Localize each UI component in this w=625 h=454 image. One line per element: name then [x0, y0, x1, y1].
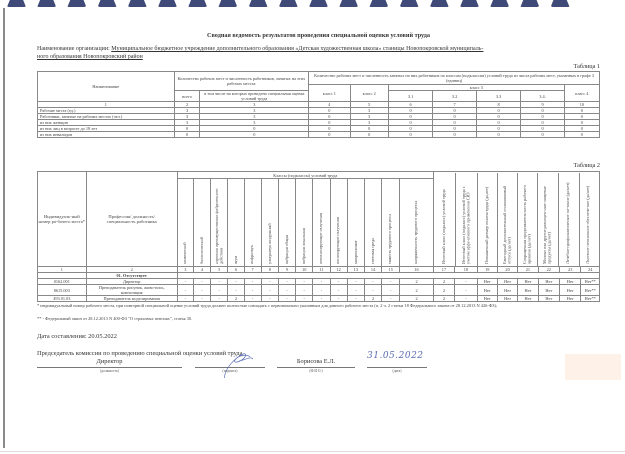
t2-cell: 2: [400, 296, 433, 302]
t2-col-number: 4: [193, 267, 210, 273]
t1-cell: 0: [388, 108, 433, 114]
binder-tab: [7, 0, 26, 7]
t2-cell: -: [382, 285, 400, 296]
t2-cell: -: [330, 285, 347, 296]
t2-benefit-header: [455, 173, 477, 266]
chair-label: Председатель комиссии по проведению специальной оценки условий труда: [37, 350, 243, 357]
t1-cell: 0: [174, 132, 200, 138]
t1-row-name: Рабочие места (ед.): [38, 108, 175, 114]
t2-benefit-label: Сокращенная продолжитель-ность рабочего времени (да/нет): [521, 184, 532, 264]
binder-tab: [158, 0, 177, 7]
t1-cell: 3: [350, 114, 388, 120]
t2-cell: -: [177, 279, 193, 285]
t1-cell: 0: [521, 114, 564, 120]
t2-factor-header: [382, 179, 400, 267]
t2-cell: -: [261, 285, 278, 296]
t1-cell: 0: [200, 132, 309, 138]
t2-cell: Нет: [518, 296, 538, 302]
t2-row-id: 0162.001: [38, 279, 87, 285]
t1-col-number: 5: [350, 102, 388, 108]
t1-header-count-group: Количество рабочих мест и численность работников, занятых на этих рабочих местах: [174, 72, 309, 91]
t2-cell: -: [244, 285, 261, 296]
binder-tab: [309, 0, 328, 7]
t1-cell: 0: [433, 132, 476, 138]
t1-col-number: 1: [38, 102, 175, 108]
t2-header-id: Индивидуаль-ный номер ра-бочего места*: [38, 172, 87, 267]
t2-col-number: 8: [261, 267, 278, 273]
table1-caption: Таблица 1: [573, 63, 600, 70]
t2-col-number: 9: [278, 267, 295, 273]
t2-cell: -: [244, 279, 261, 285]
t1-cell: 0: [476, 108, 521, 114]
t2-cell: Нет: [560, 285, 581, 296]
binder-tab: [98, 0, 117, 7]
t2-factor-label: вибрация локальная: [300, 228, 306, 264]
t1-cell: 0: [564, 126, 599, 132]
t1-cell: 0: [476, 126, 521, 132]
t2-col-number: 3: [177, 267, 193, 273]
page-bottom-edge: [0, 451, 625, 452]
t1-row-name: из них инвалидов: [38, 132, 175, 138]
binder-tab: [67, 0, 86, 7]
t2-cell: 2: [433, 285, 454, 296]
t1-cell: 3: [350, 108, 388, 114]
t1-header-assessed: в том числе на которых проведена специальная оценка условий труда: [200, 91, 309, 102]
t2-col-number: 21: [518, 267, 538, 273]
fio-field: Борисова Е.Л.: [277, 358, 355, 368]
t2-cell: Нет: [560, 279, 581, 285]
t2-factor-label: вибрация общая: [283, 235, 289, 264]
binder-tab: [490, 0, 509, 7]
t2-cell: -: [382, 279, 400, 285]
binder-tab: [249, 0, 268, 7]
t1-cell: 3: [200, 114, 309, 120]
signature-image: [195, 348, 265, 378]
t2-benefit-label: Итоговый класс (подкласс) условий труда с учетом эффе-ктивного применения СИЗ: [460, 185, 471, 264]
position-field: Директор: [37, 358, 182, 368]
binder-tab: [37, 0, 56, 7]
binder-tab: [551, 0, 570, 7]
t2-cell: Нет**: [581, 279, 600, 285]
t2-benefit-label: Итоговый класс (подкласс) условий труда: [440, 188, 446, 264]
binder-tab: [188, 0, 207, 7]
t2-cell: -: [382, 296, 400, 302]
t2-row-profession: Преподаватель моделирования: [86, 296, 177, 302]
t2-benefit-header: [497, 173, 517, 266]
t1-cell: 0: [564, 114, 599, 120]
t2-cell: -: [313, 296, 330, 302]
t2-cell: Нет: [538, 296, 559, 302]
binder-tab: [128, 0, 147, 7]
t2-factor-label: ультразвук воздушный: [266, 223, 272, 264]
t2-cell: -: [330, 296, 347, 302]
t2-factor-header: [347, 179, 364, 267]
t2-cell: -: [455, 285, 477, 296]
binder-tab: [430, 0, 449, 7]
t1-cell: 0: [476, 120, 521, 126]
binder-tab: [400, 0, 419, 7]
t2-factor-label: ионизирующие излучения: [335, 217, 341, 264]
signature-field: [195, 358, 265, 368]
t1-cell: 0: [521, 132, 564, 138]
t1-col-number: 4: [309, 102, 350, 108]
t1-cell: 3: [350, 120, 388, 126]
t2-factor-label: шум: [232, 256, 238, 264]
t2-cell: 2: [400, 285, 433, 296]
t1-cell: 0: [388, 132, 433, 138]
organization-name: [37, 45, 600, 61]
t2-cell: Нет: [477, 296, 497, 302]
t2-cell: 2: [400, 279, 433, 285]
t2-col-number: 2: [86, 267, 177, 273]
t2-cell: -: [347, 285, 364, 296]
t2-col-number: 18: [455, 267, 477, 273]
t1-cell: 0: [309, 108, 350, 114]
t1-cell: 0: [200, 126, 309, 132]
binder-tab: [339, 0, 358, 7]
t1-cell: 0: [564, 132, 599, 138]
t1-cell: 3: [174, 120, 200, 126]
t1-header-class3: класс 3: [388, 85, 564, 91]
t1-header-c34: 3.4.: [521, 91, 564, 102]
handwritten-date: 31.05.2022: [367, 351, 424, 361]
position-caption: (должность): [100, 369, 119, 373]
t2-cell: -: [211, 296, 228, 302]
t1-cell: 0: [433, 120, 476, 126]
t1-cell: 0: [309, 114, 350, 120]
t2-cell: Нет: [497, 296, 517, 302]
t2-cell: Нет: [560, 296, 581, 302]
t1-cell: 0: [476, 114, 521, 120]
t2-col-number: 16: [400, 267, 433, 273]
t2-benefit-header: [579, 173, 597, 266]
t2-cell: -: [177, 296, 193, 302]
t1-cell: 0: [350, 132, 388, 138]
table1: [37, 71, 600, 138]
t2-factor-label: тяжесть трудового процесса: [387, 213, 393, 264]
binder-tab: [279, 0, 298, 7]
binder-tab: [369, 0, 388, 7]
t2-factor-header: [400, 179, 433, 267]
t1-row-name: из них лиц в возрасте до 18 лет: [38, 126, 175, 132]
t2-col-number: 5: [211, 267, 228, 273]
t2-col-number: 11: [313, 267, 330, 273]
t2-col-number: 1: [38, 267, 87, 273]
t1-col-number: 9: [521, 102, 564, 108]
t1-header-class-group: Количество рабочих мест и численность занятых на них работников по классам (подклассам) условий труда из числа рабочих мест, указанных в графе 3 (единиц): [309, 72, 600, 85]
t2-col-number: 17: [433, 267, 454, 273]
t1-col-number: 10: [564, 102, 599, 108]
t1-cell: 0: [564, 108, 599, 114]
t1-header-c31: 3.1: [388, 91, 433, 102]
t2-col-number: 6: [228, 267, 244, 273]
binder-tab: [520, 0, 539, 7]
t1-cell: 0: [388, 120, 433, 126]
org-label: Наименование организации:: [37, 46, 112, 52]
t2-col-number: 14: [364, 267, 381, 273]
t1-row-name: из них женщин: [38, 120, 175, 126]
t2-col-number: 22: [538, 267, 559, 273]
t1-cell: 3: [174, 108, 200, 114]
t2-factor-label: напряженность трудового процесса: [413, 200, 419, 264]
t2-cell: -: [261, 296, 278, 302]
t1-header-total: всего: [174, 91, 200, 102]
t1-cell: 0: [309, 126, 350, 132]
t2-cell: -: [193, 285, 210, 296]
t1-cell: 0: [309, 120, 350, 126]
t1-cell: 0: [521, 108, 564, 114]
t2-col-number: 20: [497, 267, 517, 273]
t2-row-profession: Директор: [86, 279, 177, 285]
t2-factor-label: биологический: [198, 237, 204, 264]
t2-factor-header: [296, 179, 313, 267]
t2-cell: -: [296, 296, 313, 302]
t2-col-number: 13: [347, 267, 364, 273]
compilation-date: Дата составления: 20.05.2022: [37, 333, 117, 340]
t2-cell: Нет: [538, 285, 559, 296]
t2-cell: -: [261, 279, 278, 285]
t1-col-number: 2: [174, 102, 200, 108]
t2-factor-label: микроклимат: [352, 240, 358, 264]
footnote-1: * индивидуальный номер рабочего места, при повторной специальной оценке условий труда должен полностью совпадать с первоначально указанным для данного рабочего места (п. 2 ч. 2 статьи 18 Федерального закона от 28.12.2013 N 426-ФЗ);: [37, 303, 498, 308]
date-caption: (дата): [392, 369, 402, 373]
t2-cell: 2: [228, 296, 244, 302]
t2-benefit-label: Ежегодный дополнительный оплачиваемый отпуск (да/нет): [501, 185, 512, 264]
t2-benefit-label: Повышенный размер оплаты труда (да,нет): [483, 186, 489, 264]
t2-row-id: 493.01.03: [38, 296, 87, 302]
paper-stain: [565, 354, 621, 380]
t2-header-profession: Профессия/ должность/ специальность работника: [86, 172, 177, 267]
org-name-line1: Муниципальное бюджетное учреждение дополнительного образования «Детская художественная школа» станицы Новопокровской муниципаль-: [111, 46, 484, 52]
t1-header-class1: класс 1: [309, 85, 350, 102]
t2-benefit-header: [558, 173, 579, 266]
t2-col-number: 10: [296, 267, 313, 273]
t2-cell: 2: [364, 296, 381, 302]
t2-col-number: 12: [330, 267, 347, 273]
t1-cell: 0: [433, 108, 476, 114]
t2-factor-header: [228, 179, 244, 267]
t1-cell: 0: [388, 126, 433, 132]
t2-cell: -: [455, 296, 477, 302]
t2-col-number: 15: [382, 267, 400, 273]
t2-benefit-header: [517, 173, 537, 266]
t1-cell: 0: [350, 126, 388, 132]
t2-factor-header: [313, 179, 330, 267]
t1-cell: 0: [521, 126, 564, 132]
t2-factor-label: химический: [182, 242, 188, 264]
t2-header-benefits: [433, 172, 599, 267]
t1-row: [38, 132, 600, 138]
t2-cell: -: [211, 279, 228, 285]
t2-row-id: 8615.003: [38, 285, 87, 296]
t1-cell: 0: [476, 132, 521, 138]
t2-cell: Нет**: [581, 296, 600, 302]
t1-cell: 0: [174, 126, 200, 132]
t2-benefit-header: [434, 173, 455, 266]
t1-row-name: Работники, занятые на рабочих местах (чел.): [38, 114, 175, 120]
t2-factor-header: [193, 179, 210, 267]
t2-row: [38, 296, 600, 302]
t2-header-classes-group: Классы (подклассы) условий труда: [177, 172, 433, 179]
t2-cell: Нет: [518, 279, 538, 285]
t2-row: [38, 285, 600, 296]
t2-cell: Нет: [518, 285, 538, 296]
table2-caption: Таблица 2: [573, 162, 600, 169]
t2-cell: Нет: [538, 279, 559, 285]
t1-cell: 0: [564, 120, 599, 126]
t2-factor-header: [261, 179, 278, 267]
t1-header-class4: класс 4: [564, 85, 599, 102]
t2-factor-header: [330, 179, 347, 267]
t2-cell: -: [347, 296, 364, 302]
t2-cell: -: [455, 279, 477, 285]
t2-col-number: 7: [244, 267, 261, 273]
t2-factor-label: неионизирующие излучения: [318, 213, 324, 264]
t2-cell: -: [211, 285, 228, 296]
t2-benefit-label: Молоко или другие равноцен-ные пищевые продукты (да/нет): [542, 185, 552, 264]
t2-benefit-header: [477, 173, 497, 266]
org-name-line2: ного образования Новопокровский район: [37, 54, 143, 60]
t2-factor-header: [364, 179, 381, 267]
t2-cell: -: [228, 279, 244, 285]
t2-cell: -: [244, 296, 261, 302]
t2-cell: -: [193, 296, 210, 302]
t2-cell: -: [296, 285, 313, 296]
t1-cell: 0: [433, 114, 476, 120]
t1-cell: 0: [521, 120, 564, 126]
t2-cell: -: [364, 285, 381, 296]
t1-header-class2: класс 2: [350, 85, 388, 102]
t2-factor-header: [278, 179, 295, 267]
t2-cell: -: [177, 285, 193, 296]
document-title: Сводная ведомость результатов проведения специальной оценки условий труда: [207, 32, 430, 39]
t2-cell: Нет**: [581, 285, 600, 296]
t2-factor-label: инфразвук: [249, 245, 255, 264]
t2-cell: -: [278, 279, 295, 285]
signature-caption: (подпись): [222, 369, 238, 373]
t1-header-c33: 3.3: [476, 91, 521, 102]
t1-cell: 3: [200, 120, 309, 126]
t2-factor-header: [211, 179, 228, 267]
t2-cell: -: [228, 285, 244, 296]
t2-cell: Нет: [477, 279, 497, 285]
t2-factor-header: [244, 179, 261, 267]
t2-section-label: 01. Отсутствует: [86, 273, 177, 279]
table2: [37, 171, 600, 302]
t2-factor-label: световая среда: [369, 237, 375, 264]
binder-tabs: [0, 0, 625, 8]
t1-col-number: 7: [433, 102, 476, 108]
t1-col-number: 8: [476, 102, 521, 108]
t2-cell: 2: [433, 296, 454, 302]
t1-header-c32: 3.2: [433, 91, 476, 102]
t2-cell: -: [330, 279, 347, 285]
t2-cell: Нет: [477, 285, 497, 296]
fio-caption: (Ф.И.О.): [309, 369, 323, 373]
t1-cell: 0: [388, 114, 433, 120]
t2-col-number: 23: [560, 267, 581, 273]
binder-tab: [460, 0, 479, 7]
t2-cell: -: [364, 279, 381, 285]
t2-benefit-header: [537, 173, 558, 266]
t2-row-profession: Преподаватель рисунок, живо-пись, композиция: [86, 285, 177, 296]
t2-col-number: 19: [477, 267, 497, 273]
t2-benefit-label: Лечебно-профилактическое пи-тание (да/нет): [565, 182, 571, 264]
t1-cell: 0: [433, 126, 476, 132]
binder-tab: [218, 0, 237, 7]
t2-cell: Нет: [497, 279, 517, 285]
t2-cell: -: [347, 279, 364, 285]
t2-cell: -: [313, 279, 330, 285]
page-edge: [3, 8, 5, 448]
t2-cell: 2: [433, 279, 454, 285]
t2-cell: -: [296, 279, 313, 285]
t2-cell: -: [278, 296, 295, 302]
t1-col-number: 6: [388, 102, 433, 108]
t1-cell: 3: [174, 114, 200, 120]
t2-cell: -: [313, 285, 330, 296]
t1-cell: 0: [309, 132, 350, 138]
t2-cell: Нет: [497, 285, 517, 296]
t2-cell: -: [193, 279, 210, 285]
t1-cell: 3: [200, 108, 309, 114]
t2-cell: -: [278, 285, 295, 296]
footnote-2: ** - Федеральный закон от 28.12.2013 N 400-ФЗ "О страховых пенсиях", статья 30.: [37, 316, 193, 321]
t2-factor-header: [177, 179, 193, 267]
t1-col-number: 3: [200, 102, 309, 108]
t2-benefit-label: Льготное пенсионное обеспече-ние (да/нет): [584, 185, 590, 264]
t2-factor-label: аэрозоли преимущественно фиброгенного действия: [213, 188, 224, 264]
t1-header-name: Наименование: [38, 72, 175, 102]
t2-col-number: 24: [581, 267, 600, 273]
